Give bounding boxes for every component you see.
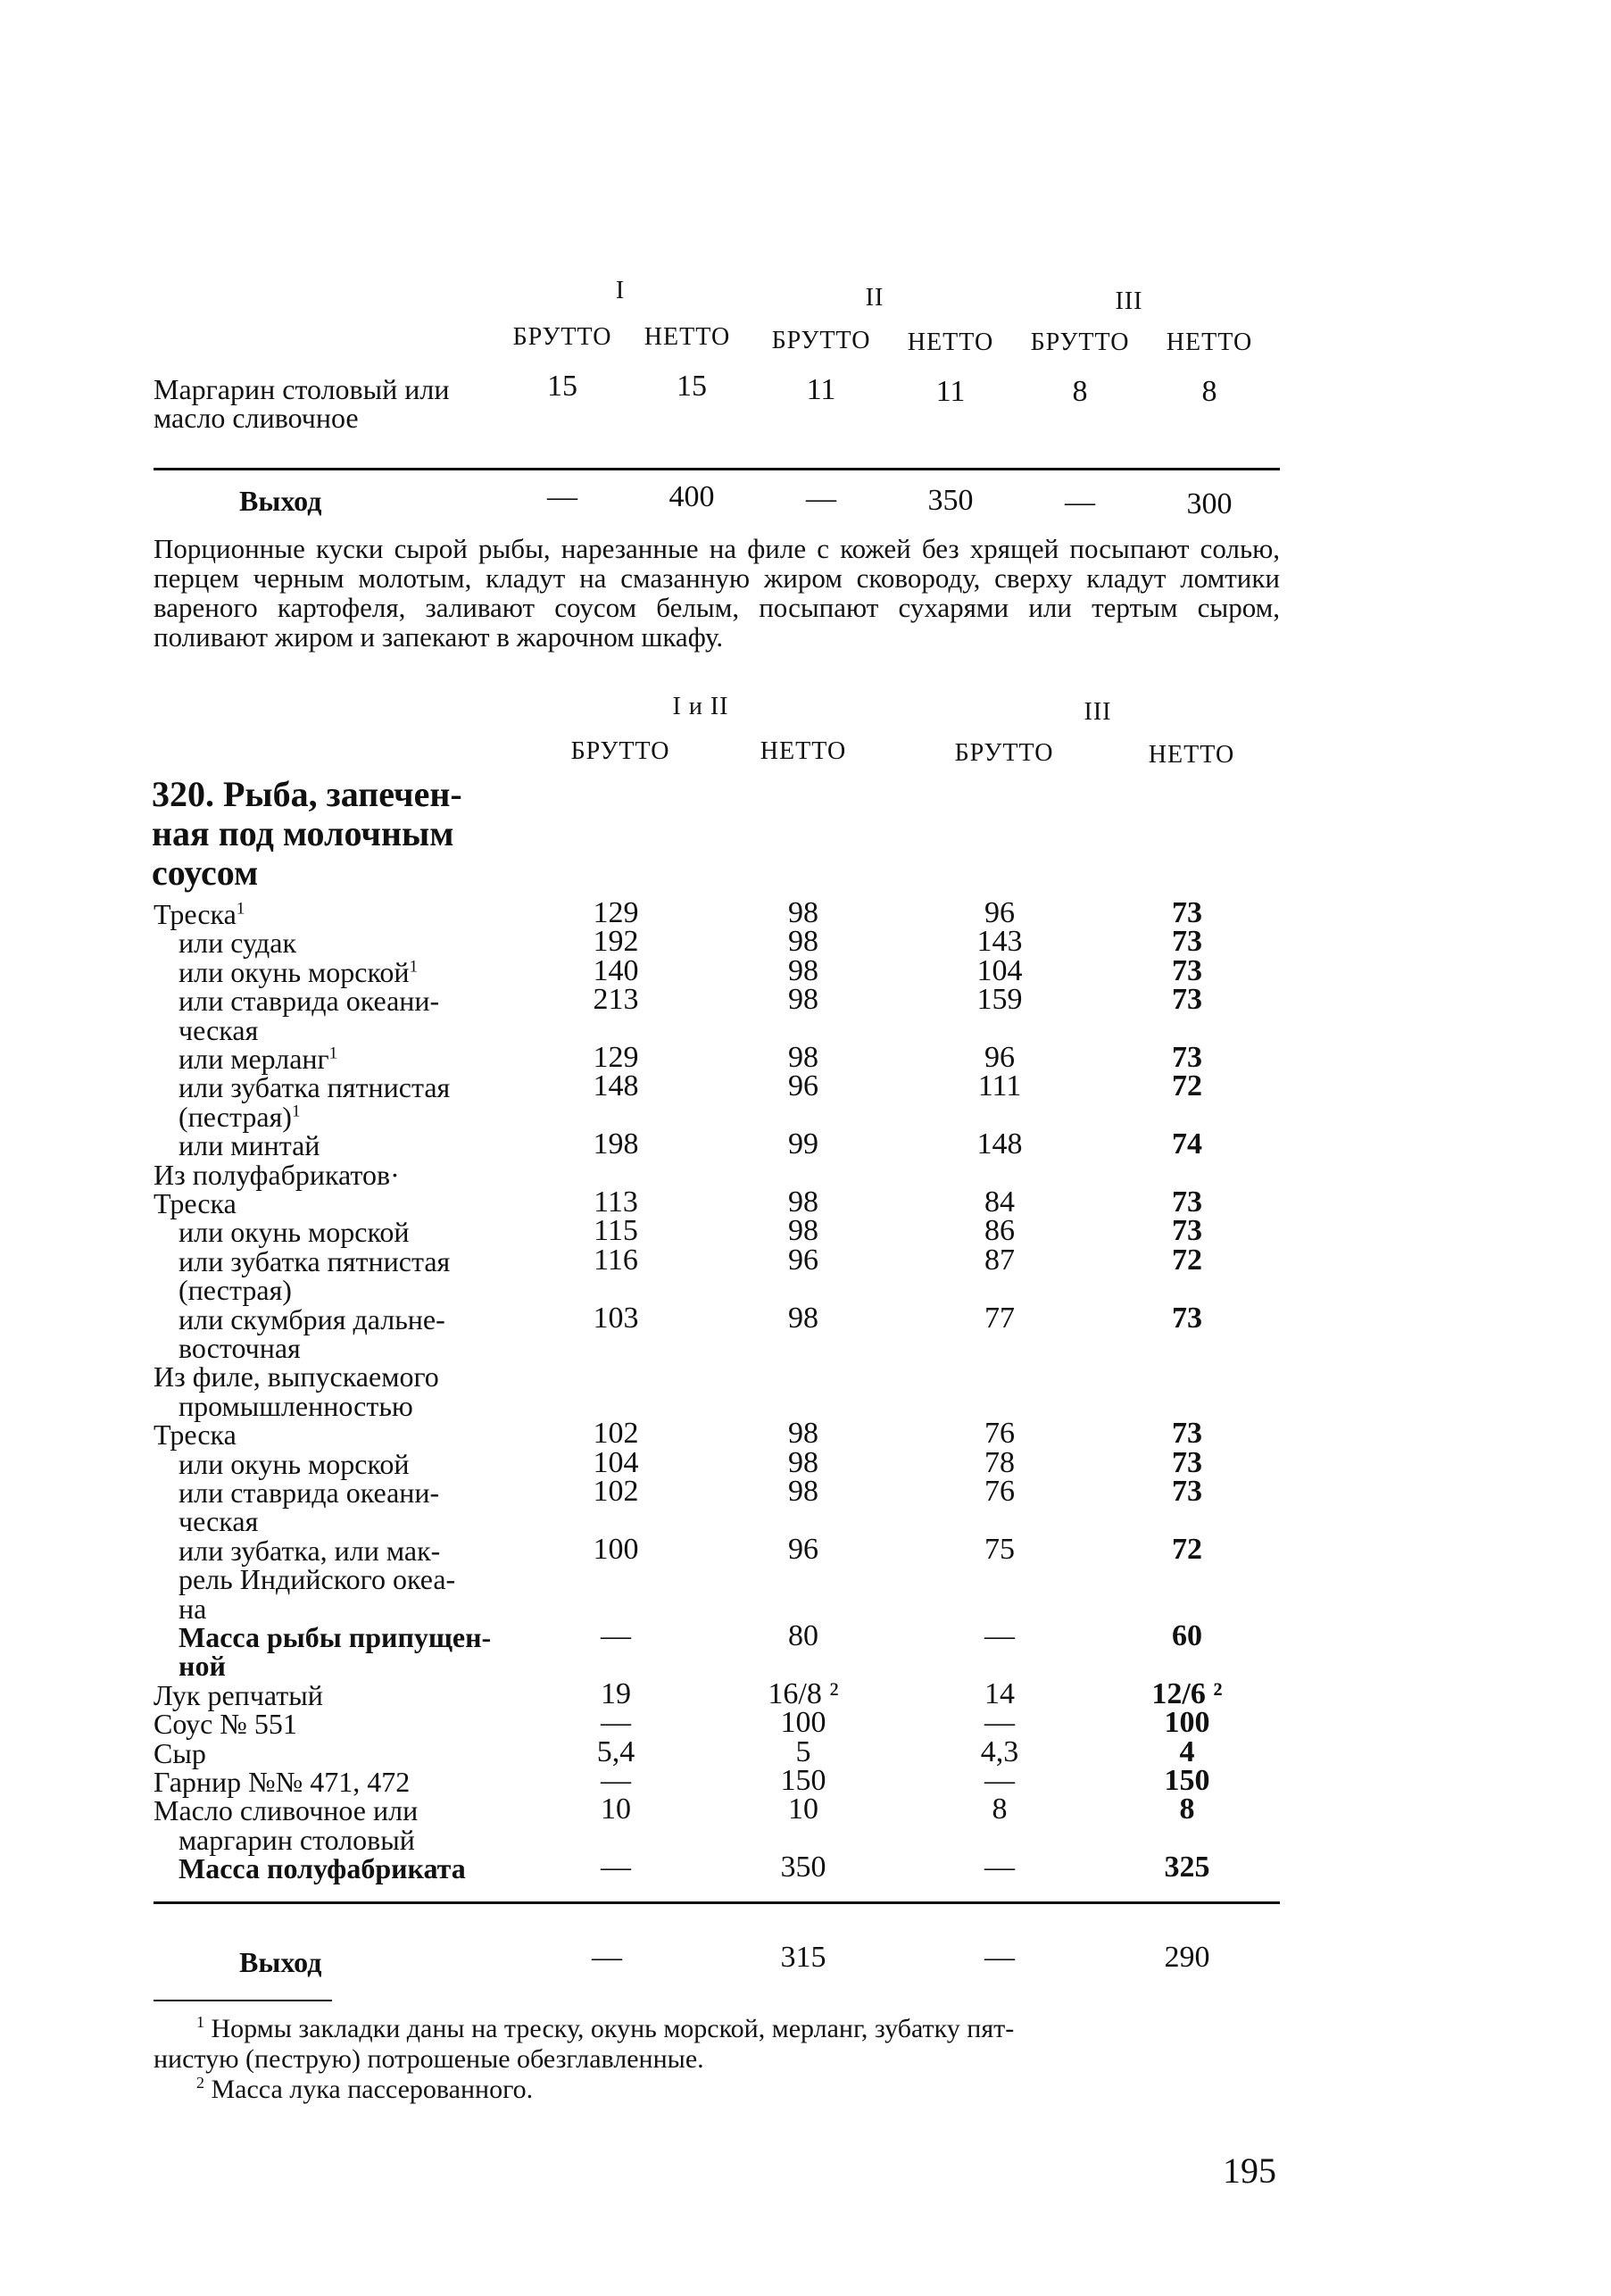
cell: 87 (984, 1244, 1015, 1277)
cell: 73 (1172, 983, 1202, 1016)
group-header: II (865, 284, 884, 312)
cell: 10 (601, 1793, 631, 1826)
cell: 73 (1172, 1475, 1202, 1508)
ingredient-text: или минтай (179, 1129, 320, 1161)
ingredient-text: ческая (179, 1014, 259, 1046)
ingredient-text: маргарин столовый (179, 1824, 415, 1856)
ingredient-text: Гарнир №№ 471, 472 (154, 1766, 411, 1798)
cell: 104 (593, 1446, 639, 1479)
ingredient-text: или окунь морской (179, 956, 410, 988)
cell: 5,4 (596, 1735, 635, 1768)
cell: 96 (788, 1244, 818, 1277)
column-header: НЕТТО (760, 737, 847, 765)
yield-cell: 400 (668, 480, 715, 513)
cell: 73 (1172, 1446, 1202, 1479)
ingredient-text: на (179, 1593, 207, 1625)
ingredient-text: или зубатка пятнистая (179, 1071, 451, 1103)
cell: 12/6 ² (1151, 1677, 1223, 1710)
cell: 98 (788, 954, 818, 987)
row-label: Маргарин столовый или (154, 373, 450, 405)
recipe-title-line: соусом (152, 853, 259, 893)
yield-cell: 350 (927, 484, 974, 517)
ingredient-text: Из полуфабрикатов· (154, 1159, 400, 1191)
ingredient-text: или мерланг (179, 1043, 329, 1075)
cell: — (984, 1851, 1015, 1884)
ingredient-text: Соус № 551 (154, 1708, 297, 1740)
cell: 100 (593, 1533, 639, 1566)
cell: 73 (1172, 896, 1202, 929)
cell: 96 (788, 1069, 818, 1102)
cell: 4 (1179, 1735, 1195, 1768)
cell: 96 (984, 1041, 1015, 1074)
ingredient-text: ческая (179, 1505, 259, 1537)
ingredient-text: Масса рыбы припущен- (179, 1621, 492, 1653)
cell: 98 (788, 1302, 818, 1335)
footnote-text: Нормы закладки даны на треску, окунь морской, мерланг, зубатку пят- (211, 2014, 1015, 2043)
cell: 11 (935, 375, 966, 408)
ingredient-label (179, 1216, 410, 1249)
cell: 73 (1172, 1417, 1202, 1450)
cell: 77 (984, 1302, 1015, 1335)
cell: 350 (780, 1851, 826, 1884)
group-header: III (1084, 698, 1112, 726)
cell: 98 (788, 925, 818, 958)
cell: 129 (593, 896, 639, 929)
cell: 73 (1172, 954, 1202, 987)
cell: 8 (992, 1793, 1008, 1826)
cell: 8 (1179, 1793, 1195, 1826)
cell: 98 (788, 1475, 818, 1508)
cell: — (601, 1619, 631, 1652)
ingredient-text: Масло сливочное или (154, 1794, 419, 1826)
cell: 60 (1172, 1619, 1202, 1652)
cell: 102 (593, 1417, 639, 1450)
cell: 78 (984, 1446, 1015, 1479)
ingredient-text: рель Индийского океа- (179, 1563, 456, 1595)
ingredient-text: Лук репчатый (154, 1679, 323, 1711)
recipe-title (152, 775, 462, 893)
cell: 73 (1172, 1302, 1202, 1335)
cell: 192 (593, 925, 639, 958)
cell: 72 (1172, 1533, 1202, 1566)
yield-label: Выход (239, 485, 322, 517)
ingredient-label (179, 927, 296, 960)
cell: 73 (1172, 1041, 1202, 1074)
ingredient-label (179, 1071, 450, 1104)
cell: 98 (788, 896, 818, 929)
recipe-description: Порционные куски сырой рыбы, нарезанные на филе с кожей без хрящей посыпают солью, перцем черным молотым, кладут на смазанную жиром сковороду, сверху кладут ломтики вареного картофеля, заливают соусом белым, посыпают сухарями или тертым сыром, поливают жиром и запекают в жарочном шкафу. (154, 533, 1280, 653)
table-rule (154, 1901, 1280, 1904)
ingredient-label (179, 1129, 320, 1162)
ingredient-text: (пестрая) (179, 1274, 292, 1306)
cell: 100 (1164, 1706, 1210, 1739)
yield-cell: — (592, 1941, 622, 1974)
footnote-ref: 1 (291, 1102, 301, 1121)
yield-cell: — (1065, 486, 1095, 519)
footnote-ref: 1 (236, 899, 245, 919)
cell: — (984, 1706, 1015, 1739)
ingredient-text: или судак (179, 927, 297, 959)
cell: 143 (976, 925, 1023, 958)
column-header: БРУТТО (771, 327, 871, 354)
column-header: НЕТТО (644, 323, 731, 351)
ingredient-label (154, 1360, 439, 1393)
cell: 104 (976, 954, 1023, 987)
cell: 116 (594, 1244, 638, 1277)
column-header: БРУТТО (512, 323, 612, 351)
footnote-ref: 1 (409, 957, 419, 977)
cell: 96 (984, 896, 1015, 929)
yield-cell: 300 (1186, 487, 1233, 520)
footnote-1-cont: нистую (пеструю) потрошеные обезглавленные. (154, 2044, 704, 2074)
yield-cell: 290 (1164, 1941, 1210, 1974)
column-header: НЕТТО (1148, 741, 1235, 769)
cell: 148 (976, 1127, 1023, 1160)
column-header: БРУТТО (1030, 329, 1130, 356)
cell: 15 (677, 370, 707, 403)
ingredient-text: или окунь морской (179, 1216, 410, 1248)
ingredient-text: или окунь морской (179, 1448, 410, 1480)
cell: 19 (601, 1677, 631, 1710)
cell: 73 (1172, 1185, 1202, 1219)
ingredient-label (154, 1418, 237, 1452)
ingredient-text: Из филе, выпускаемого (154, 1360, 439, 1393)
cell: 115 (594, 1214, 638, 1247)
cell: 5 (795, 1735, 811, 1768)
cell: 72 (1172, 1244, 1202, 1277)
recipe-title-line: ная под молочным (152, 813, 454, 853)
cell: 8 (1072, 375, 1088, 408)
ingredient-text: Треска (154, 1418, 237, 1451)
ingredient-label (154, 1708, 297, 1741)
ingredient-text: (пестрая) (179, 1101, 292, 1133)
cell: 74 (1172, 1127, 1202, 1160)
column-header: БРУТТО (570, 737, 670, 765)
yield-cell: — (547, 480, 577, 513)
ingredient-text: или зубатка, или мак- (179, 1535, 441, 1567)
cell: 99 (788, 1127, 818, 1160)
cell: 150 (780, 1764, 826, 1797)
ingredient-text: промышленностью (179, 1390, 413, 1422)
cell: 96 (788, 1533, 818, 1566)
cell: — (601, 1764, 631, 1797)
cell: 102 (593, 1475, 639, 1508)
cell: 76 (984, 1417, 1015, 1450)
cell: 72 (1172, 1069, 1202, 1102)
row-label: масло сливочное (154, 402, 359, 434)
cell: — (984, 1764, 1015, 1797)
footnote-ref: 1 (328, 1044, 338, 1063)
cell: 86 (984, 1214, 1015, 1247)
group-header: I и II (672, 693, 729, 720)
ingredient-text: или скумбрия дальне- (179, 1303, 445, 1335)
cell: 76 (984, 1475, 1015, 1508)
table-rule (154, 468, 1280, 470)
cell: 8 (1201, 375, 1217, 408)
cell: 140 (593, 954, 639, 987)
ingredient-label (179, 1274, 292, 1307)
footnote-marker: 2 (196, 2074, 204, 2092)
cell: 213 (593, 983, 639, 1016)
page-number: 195 (1223, 2150, 1276, 2191)
ingredient-text: или ставрида океани- (179, 985, 440, 1017)
cell: 4,3 (980, 1735, 1019, 1768)
cell: 73 (1172, 925, 1202, 958)
cell: 111 (977, 1069, 1022, 1102)
recipe-title-line: 320. Рыба, запечен- (152, 774, 462, 814)
ingredient-label (179, 1563, 455, 1596)
cell: 73 (1172, 1214, 1202, 1247)
column-header: БРУТТО (954, 739, 1054, 767)
footnote-text: Масса лука пассерованного. (211, 2075, 534, 2104)
cell: 198 (593, 1127, 639, 1160)
cell: 10 (788, 1793, 818, 1826)
cell: 98 (788, 1185, 818, 1219)
cell: 15 (547, 370, 577, 403)
cell: 98 (788, 983, 818, 1016)
group-header: III (1115, 287, 1143, 315)
cell: 98 (788, 1417, 818, 1450)
ingredient-text: или ставрида океани- (179, 1477, 440, 1509)
cell: 159 (976, 983, 1023, 1016)
cell: 150 (1164, 1764, 1210, 1797)
cell: 98 (788, 1446, 818, 1479)
cell: — (601, 1706, 631, 1739)
yield-cell: — (984, 1941, 1015, 1974)
cell: 84 (984, 1185, 1015, 1219)
cell: 103 (593, 1302, 639, 1335)
ingredient-text: ной (179, 1650, 226, 1682)
cell: 100 (780, 1706, 826, 1739)
cell: 11 (806, 373, 836, 406)
yield-cell: — (806, 482, 836, 515)
cell: 75 (984, 1533, 1015, 1566)
cell: 98 (788, 1041, 818, 1074)
cell: 325 (1164, 1851, 1210, 1884)
cell: 16/8 ² (768, 1677, 839, 1710)
footnote-2 (196, 2075, 533, 2105)
ingredient-label (179, 1852, 466, 1885)
footnote-marker: 1 (196, 2013, 204, 2031)
column-header: НЕТТО (1166, 329, 1253, 356)
cell: — (984, 1619, 1015, 1652)
ingredient-label (179, 1505, 258, 1538)
yield-label: Выход (239, 1946, 322, 1978)
ingredient-text: Масса полуфабриката (179, 1852, 466, 1884)
cell: 80 (788, 1619, 818, 1652)
ingredient-text: или зубатка пятнистая (179, 1245, 451, 1277)
cell: — (601, 1851, 631, 1884)
ingredient-label (179, 1650, 226, 1683)
cell: 14 (984, 1677, 1015, 1710)
ingredient-label (179, 985, 439, 1018)
yield-cell: 315 (780, 1941, 826, 1974)
ingredient-text: восточная (179, 1332, 301, 1364)
ingredient-text: Треска (154, 1187, 237, 1219)
ingredient-text: Сыр (154, 1737, 206, 1769)
cell: 113 (594, 1185, 638, 1219)
footnote-1 (196, 2014, 1014, 2044)
cell: 148 (593, 1069, 639, 1102)
ingredient-label (154, 1794, 418, 1827)
cell: 98 (788, 1214, 818, 1247)
ingredient-text: Треска (154, 898, 237, 930)
column-header: НЕТТО (907, 329, 994, 356)
footnote-rule (154, 2000, 332, 2001)
cell: 129 (593, 1041, 639, 1074)
group-header: I (615, 277, 626, 304)
